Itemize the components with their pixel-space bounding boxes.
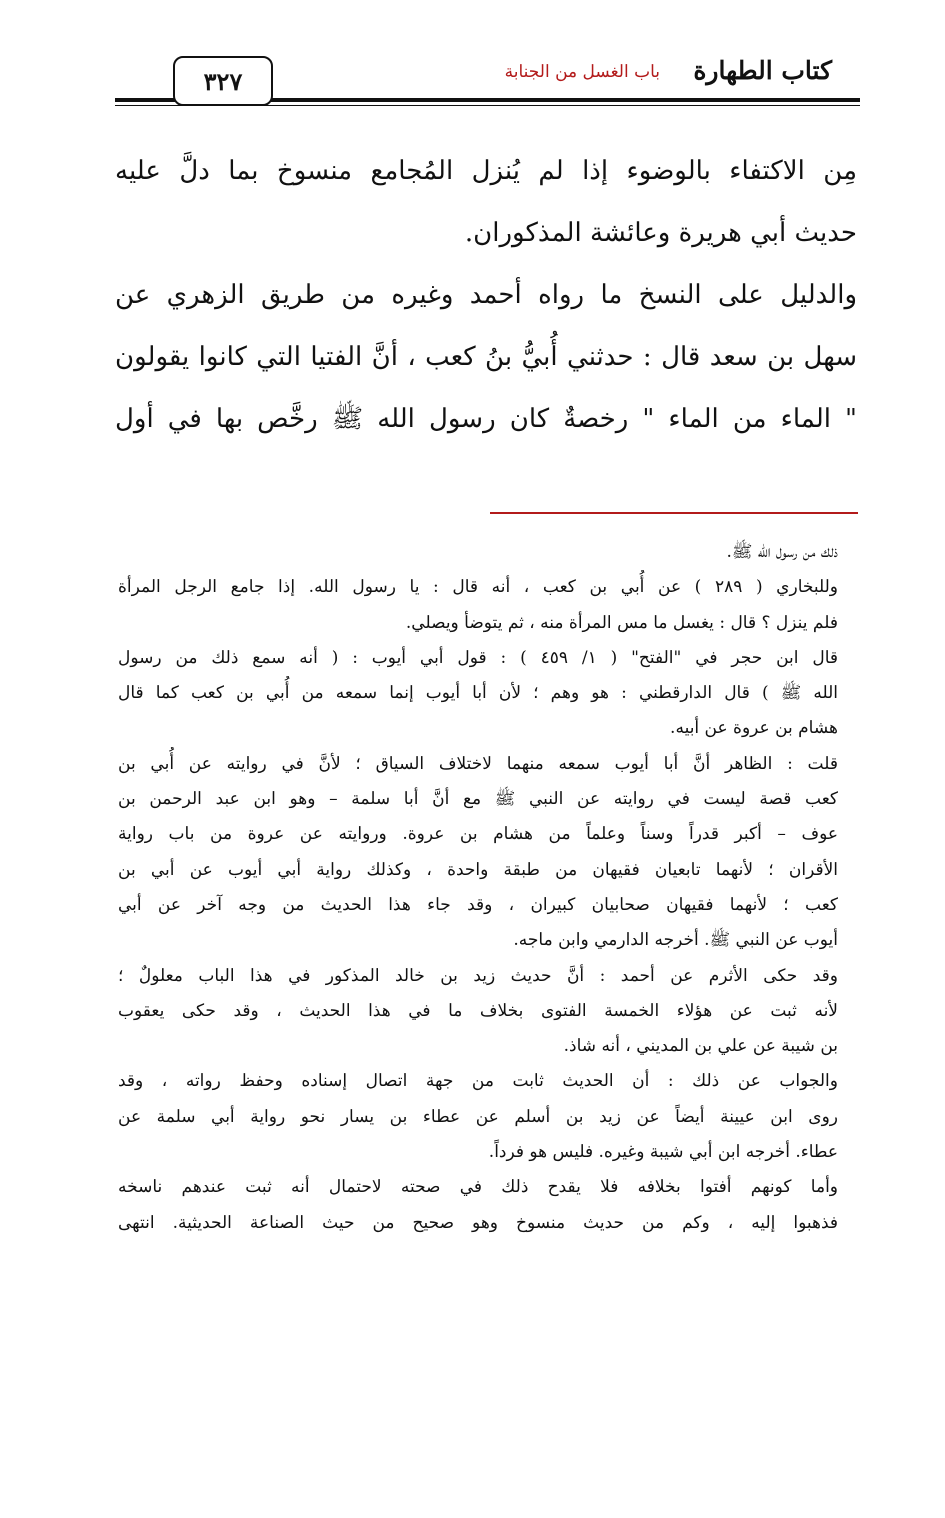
main-line: حديث أبي هريرة وعائشة المذكوران. <box>464 218 857 248</box>
main-line: مِن الاكتفاء بالوضوء إذا لم يُنزل المُجامع منسوخ بما دلَّ عليه <box>115 156 857 186</box>
footnote-line: والجواب عن ذلك : أن الحديث ثابت من جهة اتصال إسناده وحفظ رواته ، وقد <box>118 1071 838 1092</box>
main-line: والدليل على النسخ ما رواه أحمد وغيره من طريق الزهري عن <box>115 280 857 310</box>
footnote-line: بن شيبة عن علي بن المديني ، أنه شاذ. <box>563 1036 838 1057</box>
chapter-title: باب الغسل من الجنابة <box>504 62 660 82</box>
footnote-line: لأنه ثبت عن هؤلاء الخمسة الفتوى بخلاف ما في هذا الحديث ، وقد حكى يعقوب <box>118 1000 838 1021</box>
main-text-block <box>115 140 857 450</box>
footnote-line: وقد حكى الأثرم عن أحمد : أنَّ حديث زيد بن خالد المذكور في هذا الباب معلولٌ ؛ <box>118 965 838 986</box>
page-number-box <box>173 56 273 106</box>
main-line: " الماء من الماء " رخصةٌ كان رسول الله ﷺ رخَّص بها في أول <box>115 404 857 434</box>
footnote-line: كعب ؛ لأنهما فقيهان صحابيان كبيران ، وقد جاء هذا الحديث من وجه آخر عن أبي <box>118 894 838 915</box>
footnote-line: قال ابن حجر في "الفتح" ( ١/ ٤٥٩ ) : قول أبي أيوب : ( أنه سمع ذلك من رسول <box>118 647 838 668</box>
footnote-line: أيوب عن النبي ﷺ. أخرجه الدارمي وابن ماجه. <box>513 930 838 951</box>
footnotes-block <box>118 535 838 1241</box>
footnote-line: كعب قصة ليست في روايته عن النبي ﷺ مع أنَّ أبا سلمة – وهو ابن عبد الرحمن بن <box>118 789 838 810</box>
footnote-line: عطاء. أخرجه ابن أبي شيبة وغيره. فليس هو فرداً. <box>488 1142 838 1163</box>
page-number: ٣٢٧ <box>203 66 243 96</box>
footnote-line: الله ﷺ ) قال الدارقطني : هو وهم ؛ لأن أبا أيوب إنما سمعه من أُبي بن كعب كما قال <box>118 683 838 704</box>
footnote-line: الأقران ؛ لأنهما تابعيان فقيهان من طبقة واحدة ، وكذلك رواية أبي أيوب عن أبي بن <box>118 859 838 880</box>
main-line: سهل بن سعد قال : حدثني أُبيُّ بنُ كعب ، أنَّ الفتيا التي كانوا يقولون <box>115 342 857 372</box>
footnote-line: هشام بن عروة عن أبيه. <box>670 718 838 739</box>
footnote-line: وأما كونهم أفتوا بخلافه فلا يقدح ذلك في صحته لاحتمال أنه ثبت عندهم ناسخه <box>118 1177 838 1198</box>
footnote-line: روى ابن عيينة أيضاً عن زيد بن أسلم عن عطاء بن يسار نحو رواية أبي سلمة عن <box>118 1106 838 1127</box>
footnote-line: ذلك من رسول الله ﷺ. <box>726 542 838 562</box>
footnote-line: وللبخاري ( ٢٨٩ ) عن أُبي بن كعب ، أنه قال : يا رسول الله. إذا جامع الرجل المرأة <box>118 577 838 598</box>
footnote-line: فذهبوا إليه ، وكم من حديث منسوخ وهو صحيح من حيث الصناعة الحديثية. انتهى <box>118 1212 838 1233</box>
footnote-line: قلت : الظاهر أنَّ أبا أيوب سمعه منهما لاختلاف السياق ؛ لأنَّ في روايته عن أُبي بن <box>118 753 838 774</box>
book-title: كتاب الطهارة <box>693 56 832 85</box>
footnote-line: عوف – أكبر قدراً وسناً وعلماً من هشام بن عروة. وروايته عن عروة من باب رواية <box>118 824 838 845</box>
footnote-line: فلم ينزل ؟ قال : يغسل ما مس المرأة منه ، ثم يتوضأ ويصلي. <box>405 612 838 633</box>
page-header <box>115 52 860 112</box>
footnote-separator <box>490 512 858 514</box>
